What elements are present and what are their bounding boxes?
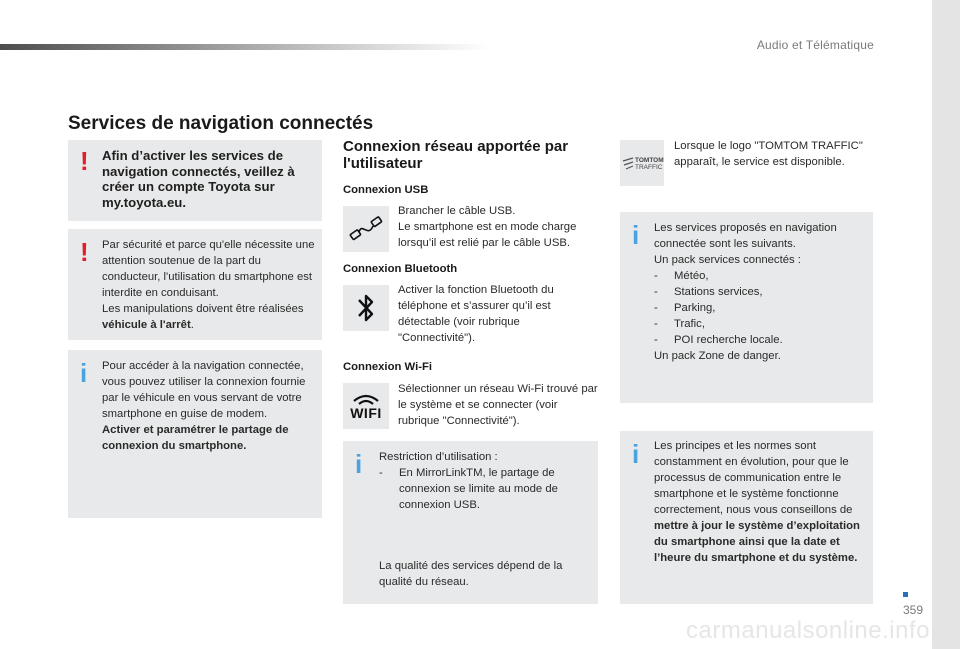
warning-exclamation-icon: ! [80,146,89,176]
page-marker-square [903,592,908,597]
info-icon: i [632,220,640,250]
info-icon: i [355,449,363,479]
info-box-restriction [343,441,598,604]
list-dash: - [654,302,658,314]
list-item [654,284,868,300]
info-tethering-text: Pour accéder à la navigation connectée, vous pouvez utiliser la connexion fournie par le véhicule en vous servant de votre smartphone en guise de modem. Activer et paramétrer le partage de connexion du smartphone. [102,360,306,452]
info-icon: i [632,439,640,469]
list-dash: - [379,467,383,479]
page-number: 359 [903,603,924,617]
warning-safety-text: Par sécurité et parce qu'elle nécessite une attention soutenue de la part du conducteur, l'utilisation du smartphone est interdite en conduisant. Les manipulations doivent être réalisées véhicule à l'arrêt. [102,239,315,331]
list-item [654,300,868,316]
restriction-intro: Restriction d’utilisation : [379,451,498,463]
bluetooth-icon [343,285,389,331]
service-item: Trafic, [674,318,705,330]
connection-section-title: Connexion réseau apportée par l'utilisateur [343,138,569,172]
header-gradient-rule [0,44,490,50]
usb-heading: Connexion USB [343,184,429,196]
tomtom-logo-line2: TRAFFIC [635,164,663,171]
info-box-standards [620,431,873,604]
restriction-content [379,449,589,513]
tomtom-availability-text: Lorsque le logo "TOMTOM TRAFFIC" apparaît, le service est disponible. [674,140,863,168]
service-item: POI recherche locale. [674,334,783,346]
page-side-strip [932,0,960,649]
service-item: Stations services, [674,286,763,298]
wifi-instructions: Sélectionner un réseau Wi-Fi trouvé par le système et se connecter (voir rubrique "Connectivité"). [398,383,598,427]
quality-note: La qualité des services dépend de la qualité du réseau. [379,560,563,588]
warning-account-text: Afin d’activer les services de navigation connectés, veillez à créer un compte Toyota sur my.toyota.eu. [102,148,295,210]
list-dash: - [654,318,658,330]
service-item: Parking, [674,302,716,314]
service-item: Météo, [674,270,709,282]
tomtom-logo-line1: TOMTOM [635,157,664,164]
warning-box-account [68,140,322,221]
services-intro: Les services proposés en navigation connectée sont les suivants. Un pack services connectés : [654,222,837,266]
wifi-icon-label: WIFI [350,405,382,421]
info-icon: i [80,358,88,388]
wifi-heading: Connexion Wi-Fi [343,361,433,373]
services-content [654,220,868,364]
watermark: carmanualsonline.info [686,617,930,644]
info-box-services [620,212,873,403]
page-title: Services de navigation connectés [68,113,374,134]
list-item [654,316,868,332]
bluetooth-instructions: Activer la fonction Bluetooth du téléphone et s’assurer qu’il est détectable (voir rubrique "Connectivité"). [398,284,554,344]
section-label: Audio et Télématique [756,38,874,52]
list-item [654,268,868,284]
list-dash: - [654,334,658,346]
info-box-tethering [68,350,322,518]
list-dash: - [654,286,658,298]
usb-cable-icon [343,206,389,252]
list-item [654,332,868,348]
list-item [379,465,589,513]
wifi-icon [343,383,389,429]
tomtom-traffic-logo [620,140,664,186]
bluetooth-heading: Connexion Bluetooth [343,263,458,275]
standards-text: Les principes et les normes sont constamment en évolution, pour que le processus de communication entre le smartphone et le système fonctionne correctement, nous vous conseillons de mettre à jour le système d’exploitation du smartphone ainsi que la date et l’heure du smartphone et du système. [654,440,860,564]
services-outro: Un pack Zone de danger. [654,350,781,362]
list-dash: - [654,270,658,282]
usb-instructions: Brancher le câble USB. Le smartphone est en mode charge lorsqu’il est relié par le câble USB. [398,205,577,249]
warning-box-safety [68,229,322,340]
warning-exclamation-icon: ! [80,237,89,267]
restriction-item: En MirrorLinkTM, le partage de connexion se limite au mode de connexion USB. [399,467,558,511]
